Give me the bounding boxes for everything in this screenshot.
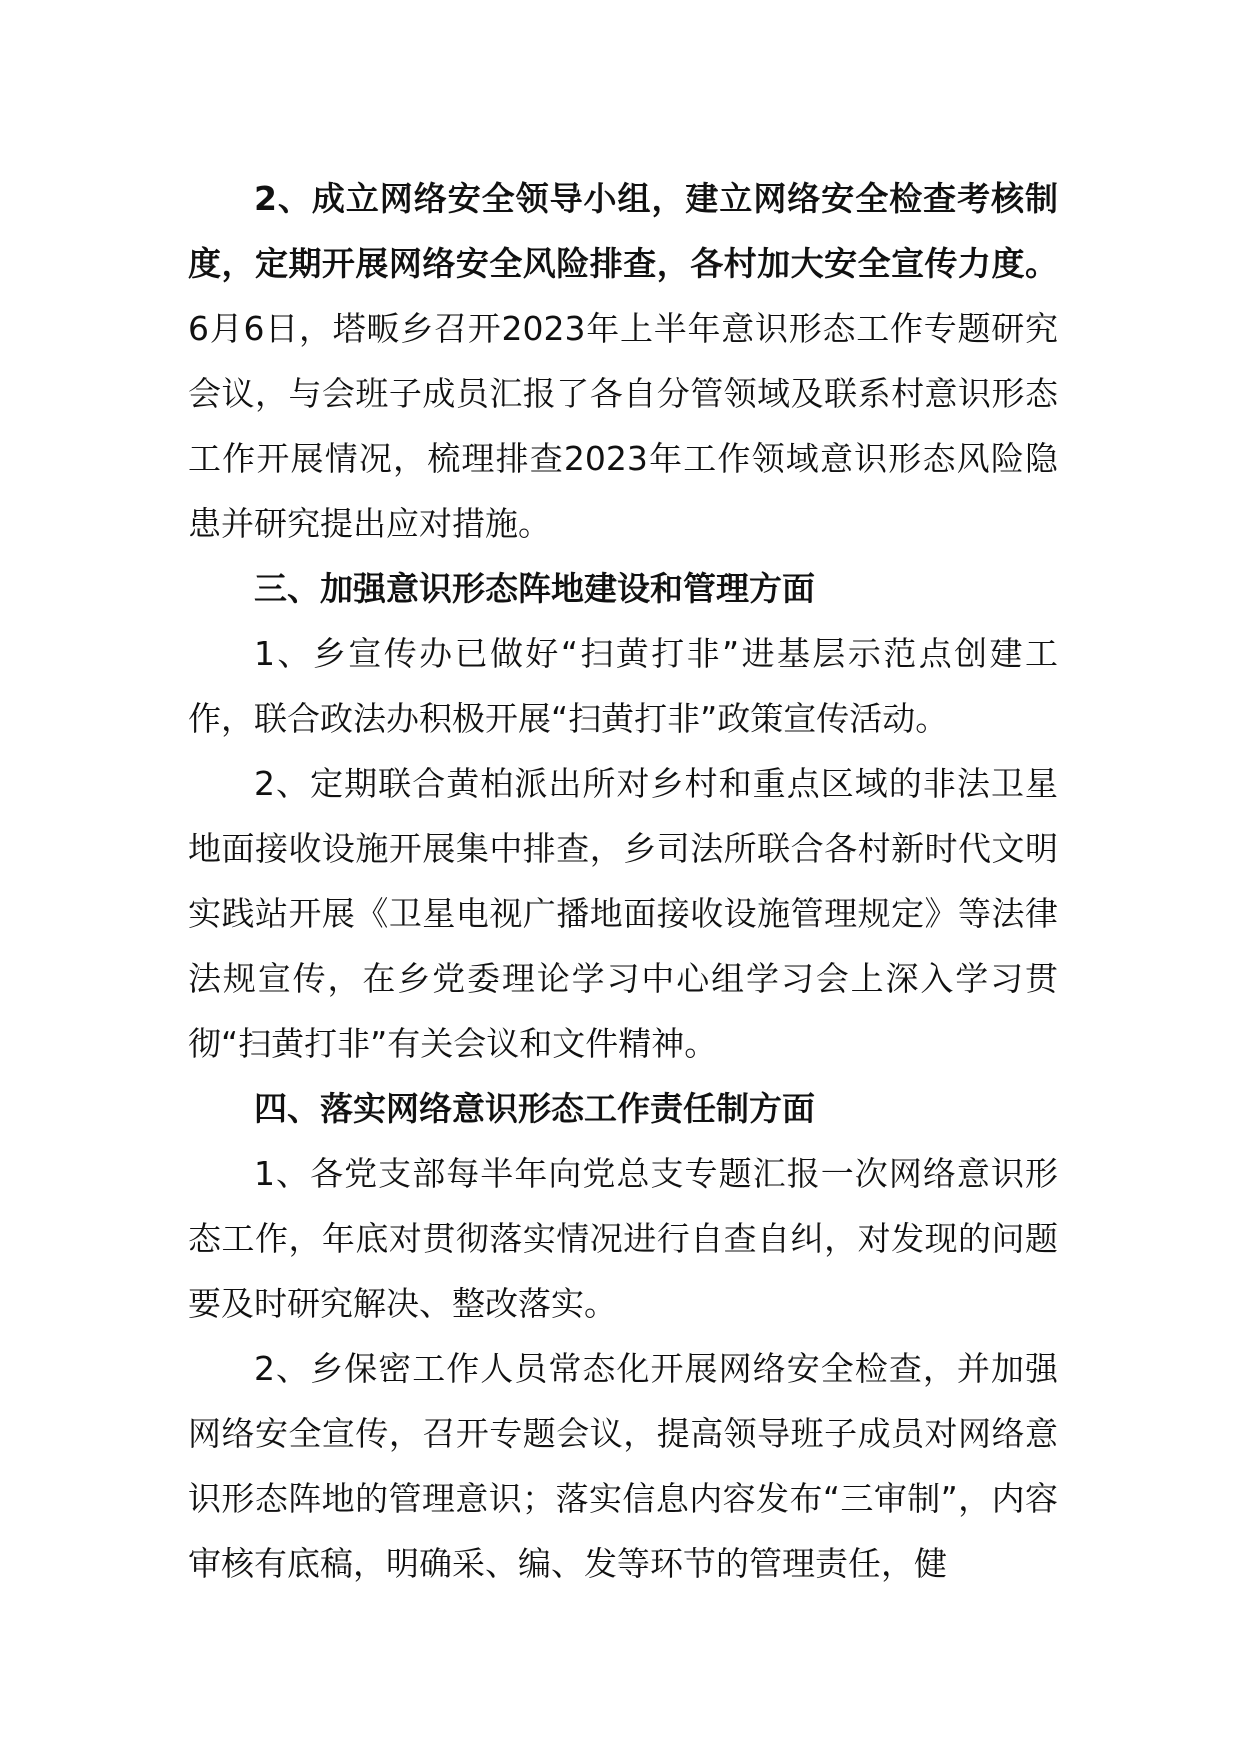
paragraph-4-1: 1、各党支部每半年向党总支专题汇报一次网络意识形态工作，年底对贯彻落实情况进行自查自纠，对发现的问题要及时研究解决、整改落实。 (188, 1154, 1058, 1323)
section-heading-4: 四、落实网络意识形态工作责任制方面 (254, 1089, 815, 1128)
paragraph-1-bold-lead: 2、成立网络安全领导小组，建立网络安全检查考核制度，定期开展网络安全风险排查，各村加大安全宣传力度。 (188, 179, 1058, 283)
paragraph-1 (188, 166, 1058, 556)
paragraph-3-2: 2、定期联合黄柏派出所对乡村和重点区域的非法卫星地面接收设施开展集中排查，乡司法所联合各村新时代文明实践站开展《卫星电视广播地面接收设施管理规定》等法律法规宣传，在乡党委理论学习中心组学习会上深入学习贯彻“扫黄打非”有关会议和文件精神。 (188, 764, 1058, 1063)
document-body (188, 166, 1058, 1596)
paragraph-1-text: 6月6日，塔畈乡召开2023年上半年意识形态工作专题研究会议，与会班子成员汇报了各自分管领域及联系村意识形态工作开展情况，梳理排查2023年工作领域意识形态风险隐患并研究提出应对措施。 (188, 309, 1058, 543)
paragraph-4-2: 2、乡保密工作人员常态化开展网络安全检查，并加强网络安全宣传，召开专题会议，提高领导班子成员对网络意识形态阵地的管理意识；落实信息内容发布“三审制”，内容审核有底稿，明确采、编、发等环节的管理责任，健 (188, 1349, 1058, 1583)
paragraph-3-1: 1、乡宣传办已做好“扫黄打非”进基层示范点创建工作，联合政法办积极开展“扫黄打非”政策宣传活动。 (188, 634, 1058, 738)
section-heading-3: 三、加强意识形态阵地建设和管理方面 (254, 569, 815, 608)
